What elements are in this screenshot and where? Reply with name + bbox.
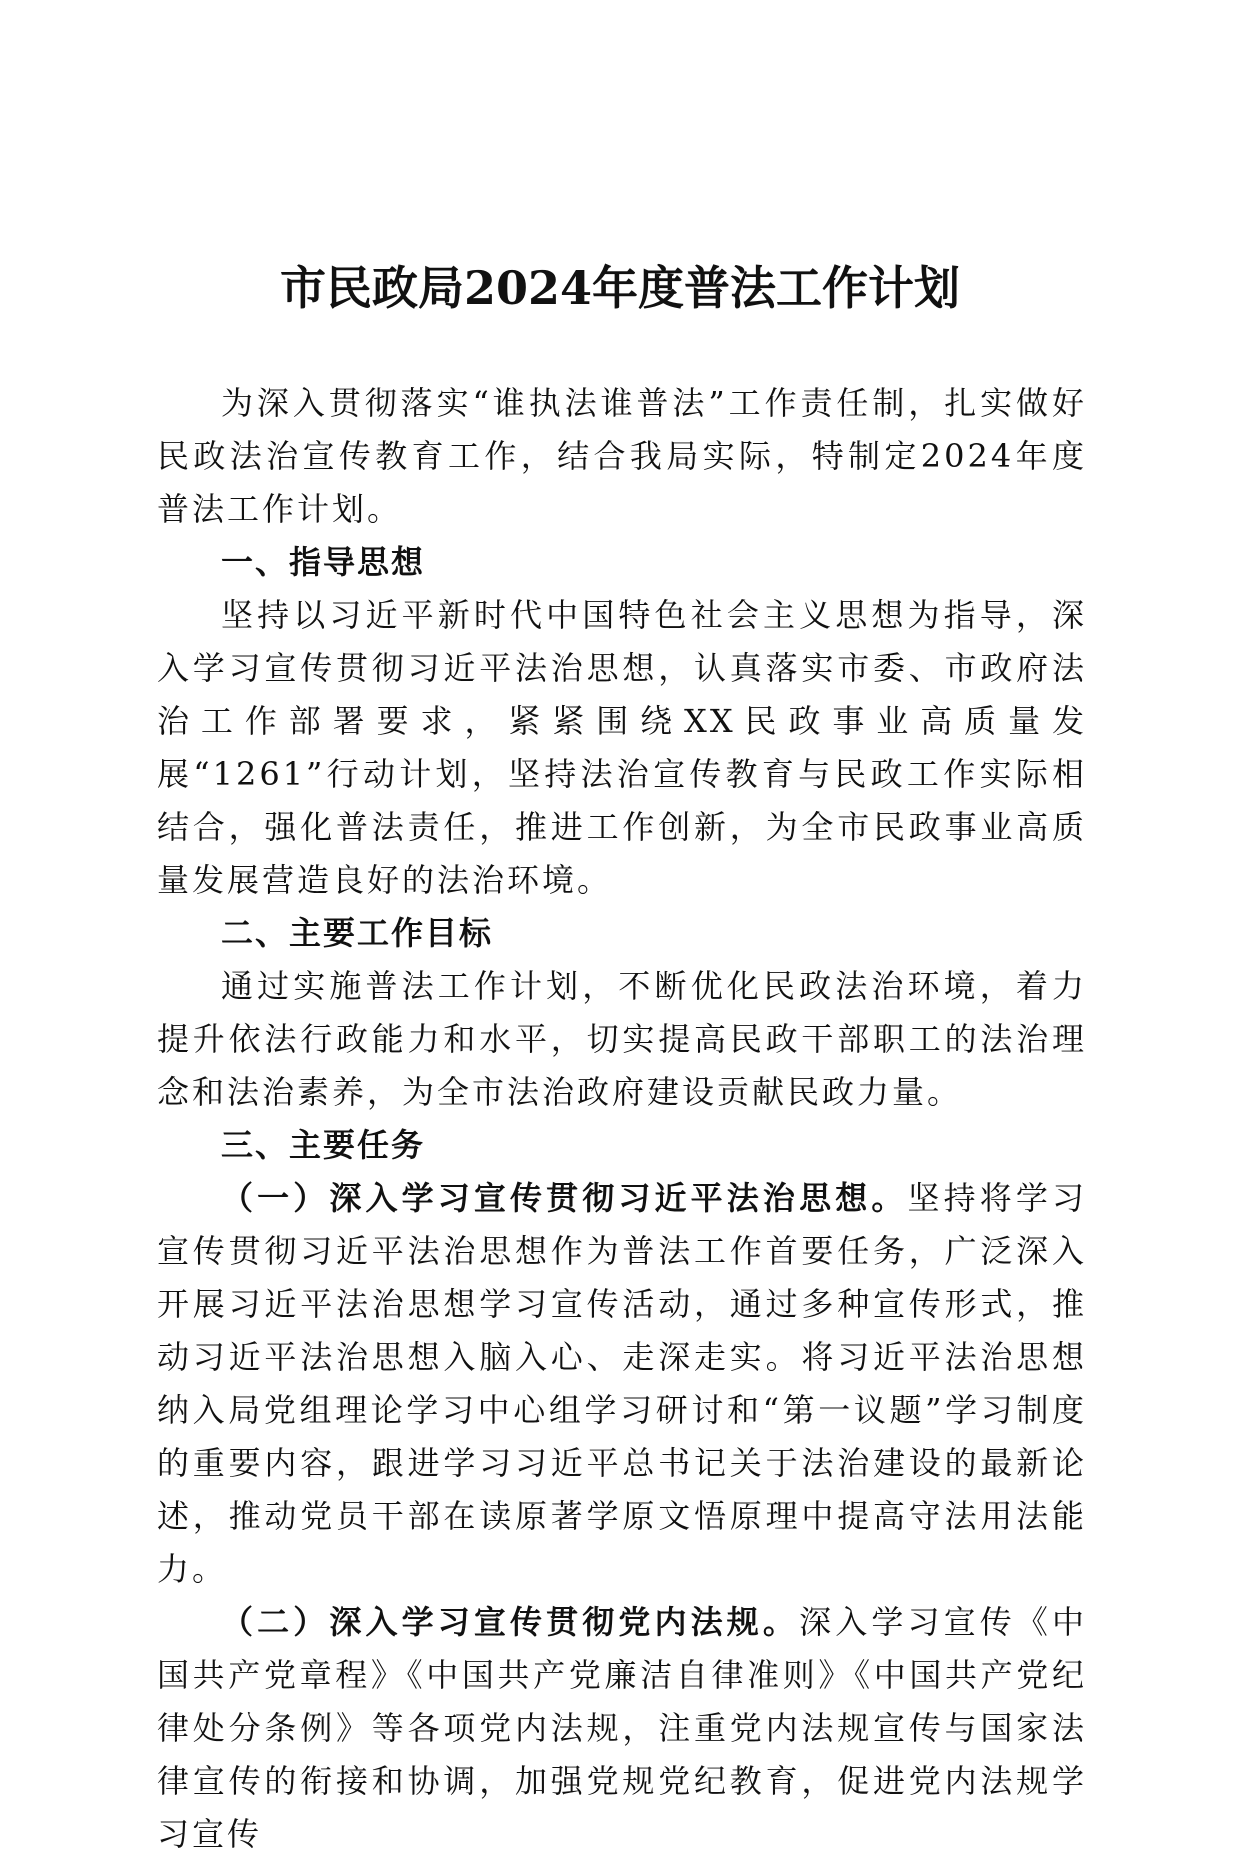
task-item-2 xyxy=(157,1596,1087,1861)
task-item-2-text: 深入学习宣传《中国共产党章程》《中国共产党廉洁自律准则》《中国共产党纪律处分条例》等各项党内法规，注重党内法规宣传与国家法律宣传的衔接和协调，加强党规党纪教育，促进党内法规学习宣传 xyxy=(157,1603,1087,1853)
document-body xyxy=(157,377,1087,1861)
task-item-1-lead: （一）深入学习宣传贯彻习近平法治思想。 xyxy=(221,1179,908,1217)
intro-paragraph: 为深入贯彻落实“谁执法谁普法”工作责任制，扎实做好民政法治宣传教育工作，结合我局实际，特制定2024年度普法工作计划。 xyxy=(157,384,1087,528)
section-heading-main-goals: 二、主要工作目标 xyxy=(221,914,494,952)
section-heading-guiding-ideology: 一、指导思想 xyxy=(221,543,426,581)
main-goals-paragraph: 通过实施普法工作计划，不断优化民政法治环境，着力提升依法行政能力和水平，切实提高民政干部职工的法治理念和法治素养，为全市法治政府建设贡献民政力量。 xyxy=(157,967,1087,1111)
task-item-1 xyxy=(157,1172,1087,1596)
guiding-ideology-paragraph: 坚持以习近平新时代中国特色社会主义思想为指导，深入学习宣传贯彻习近平法治思想，认真落实市委、市政府法治工作部署要求，紧紧围绕XX民政事业高质量发展“1261”行动计划，坚持法治宣传教育与民政工作实际相结合，强化普法责任，推进工作创新，为全市民政事业高质量发展营造良好的法治环境。 xyxy=(157,596,1087,899)
section-heading-main-tasks: 三、主要任务 xyxy=(221,1126,426,1164)
document-title: 市民政局2024年度普法工作计划 xyxy=(279,261,961,315)
task-item-2-lead: （二）深入学习宣传贯彻党内法规。 xyxy=(221,1603,800,1641)
task-item-1-text: 坚持将学习宣传贯彻习近平法治思想作为普法工作首要任务，广泛深入开展习近平法治思想学习宣传活动，通过多种宣传形式，推动习近平法治思想入脑入心、走深走实。将习近平法治思想纳入局党组理论学习中心组学习研讨和“第一议题”学习制度的重要内容，跟进学习习近平总书记关于法治建设的最新论述，推动党员干部在读原著学原文悟原理中提高守法用法能力。 xyxy=(157,1179,1087,1588)
